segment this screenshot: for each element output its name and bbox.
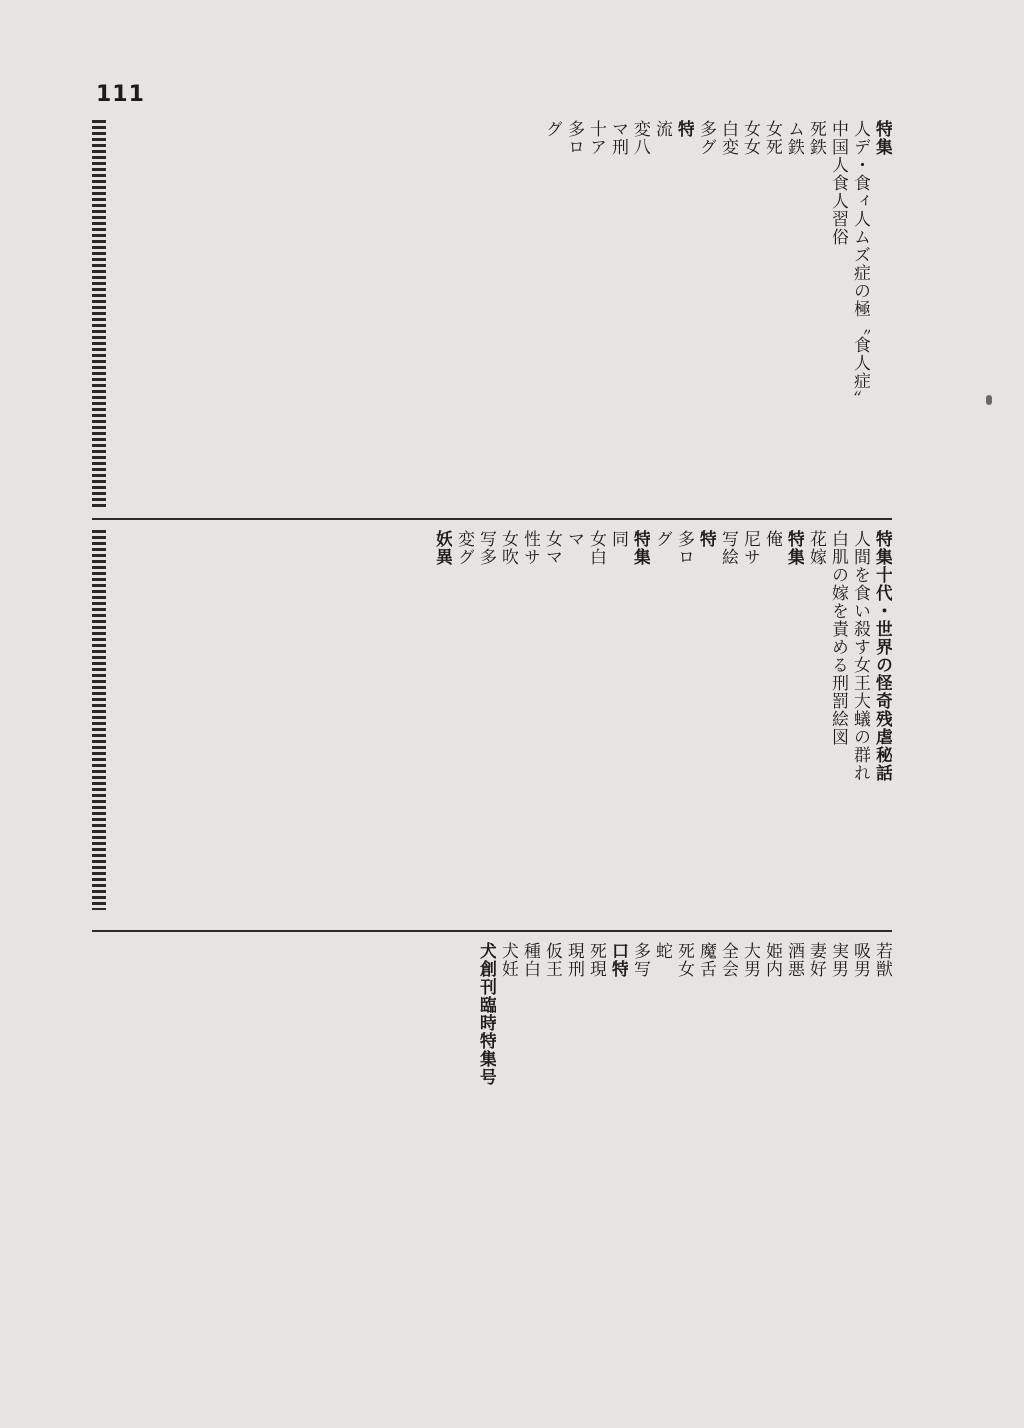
listing-column: 大男: [740, 942, 760, 978]
listing-column: 写絵: [718, 530, 738, 566]
listing-column: 特集: [872, 120, 892, 156]
section-divider-2: [92, 930, 892, 932]
listing-column: 酒悪: [784, 942, 804, 978]
listing-column: マ刑: [608, 120, 628, 156]
listing-column: 人間を食い殺す女王大蟻の群れ: [850, 530, 870, 782]
listing-column: 仮王: [542, 942, 562, 978]
listing-column: 吸男: [850, 942, 870, 978]
listing-column: 特集: [630, 530, 650, 566]
listing-column: 十ア: [586, 120, 606, 156]
listing-column: 変グ: [454, 530, 474, 566]
listing-column: 犬妊: [498, 942, 518, 978]
listing-column: 死鉄: [806, 120, 826, 156]
page-edge-mark: [986, 395, 992, 405]
listing-column: 女白: [586, 530, 606, 566]
section-divider-1: [92, 518, 892, 520]
listing-column: 俺: [762, 530, 782, 548]
listing-column: 女女: [740, 120, 760, 156]
listing-column: 性サ: [520, 530, 540, 566]
listing-column: 白肌の嫁を責める刑罰絵図: [828, 530, 848, 746]
listing-column: 特集十代・世界の怪奇残虐秘話: [872, 530, 892, 782]
listing-column: 特: [674, 120, 694, 138]
listing-column: グ: [542, 120, 562, 138]
listing-column: 多ロ: [674, 530, 694, 566]
listing-column: 女マ: [542, 530, 562, 566]
listing-column: 死現: [586, 942, 606, 978]
listing-column: 犬創刊臨時特集号: [476, 942, 496, 1086]
listing-section-1: [92, 120, 892, 512]
page-number: 111: [96, 82, 145, 107]
listing-column: 中国人食人習俗: [828, 120, 848, 246]
listing-column: 女吹: [498, 530, 518, 566]
listing-column: 人デ・食ィ人ムズ症の極〝食人症〟: [850, 120, 870, 408]
listing-column: 同: [608, 530, 628, 548]
listing-column: グ: [652, 530, 672, 548]
listing-column: 多ロ: [564, 120, 584, 156]
listing-column: 花嫁: [806, 530, 826, 566]
listing-column: 若獣: [872, 942, 892, 978]
listing-column: 流: [652, 120, 672, 138]
listing-column: 尼サ: [740, 530, 760, 566]
listing-column: 特: [696, 530, 716, 548]
listing-section-3: [92, 942, 892, 1322]
listing-column: 特集: [784, 530, 804, 566]
listing-column: 種白: [520, 942, 540, 978]
listing-column: 蛇: [652, 942, 672, 960]
listing-column: 現刑: [564, 942, 584, 978]
listing-column: 妖異: [432, 530, 452, 566]
listing-column: 実男: [828, 942, 848, 978]
listing-column: 白変: [718, 120, 738, 156]
listing-column: 全会: [718, 942, 738, 978]
listing-column: 死女: [674, 942, 694, 978]
listing-column: 写多: [476, 530, 496, 566]
listing-column: 妻好: [806, 942, 826, 978]
listing-column: 多グ: [696, 120, 716, 156]
listing-column: 口特: [608, 942, 628, 978]
listing-column: ム鉄: [784, 120, 804, 156]
listing-column: 女死: [762, 120, 782, 156]
listing-column: マ: [564, 530, 584, 548]
listing-column: 姫内: [762, 942, 782, 978]
listing-column: 魔舌: [696, 942, 716, 978]
listing-section-2: [92, 530, 892, 910]
listing-column: 変八: [630, 120, 650, 156]
listing-column: 多写: [630, 942, 650, 978]
